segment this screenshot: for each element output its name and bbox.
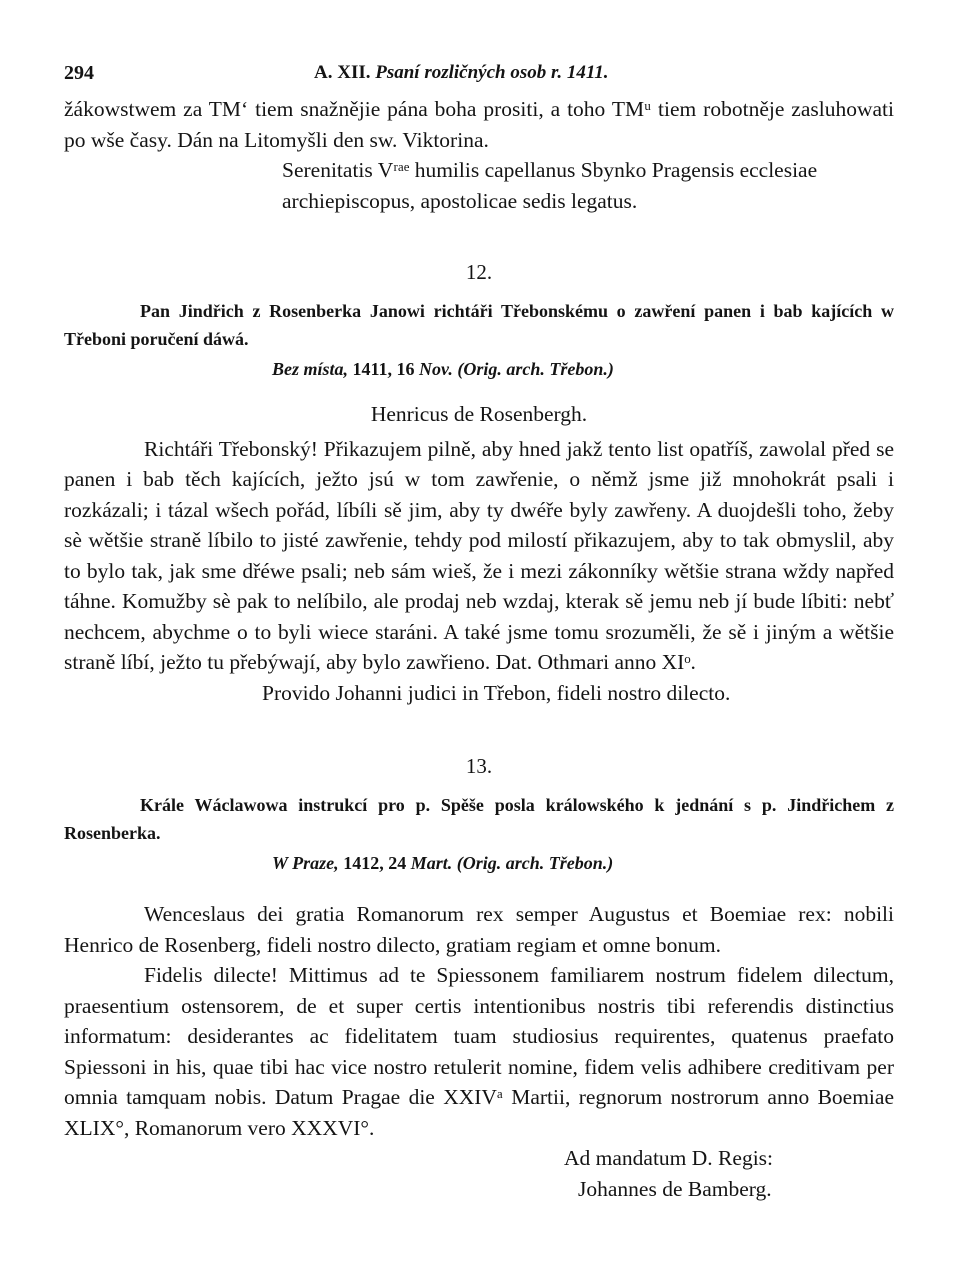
doc13-summary: Krále Wáclawowa instrukcí pro p. Spěše posla králowského k jednání s p. Jindřichem z Rosenberka. (64, 795, 894, 843)
continuation-text: žákowstwem za TMʻ tiem snažnějie pána boha prositi, a toho TMᵘ tiem robotněje zasluhowati po wše časy. Dán na Litomyšli den sw. Viktorina. (64, 97, 894, 152)
doc12-source-line (64, 355, 894, 383)
doc13-date: 1412, 24 (343, 853, 407, 873)
sbynko-signature-line-2: archiepiscopus, apostolicae sedis legatus. (282, 188, 638, 213)
header-collection-title: Psaní rozličných osob r. 1411. (375, 62, 609, 83)
running-header (64, 56, 894, 86)
doc12-archive: (Orig. arch. Třebon.) (457, 359, 614, 379)
book-page (64, 56, 894, 1204)
doc13-month: Mart. (410, 853, 453, 873)
doc12-body: Richtáři Třebonský! Přikazujem pilně, aby hned jakž tento list opatříš, zawolal před se panen i bab těch kajících, ježto jsú w tom zawřenie, o němž jsme již mnohokrát psali i rozkázali; i tázal wšech pořád, líbíli sě jim, aby ty dwéře byly zawřeny. A duojdešli toho, žeby sè wětšie straně líbilo to jisté zawřenie, tehdy pod milostí přikazujem, aby to tak obmyslil, aby to bylo tak, jak sme dřéwe psali; neb sám wieš, že i mezi zákonníky wětšie strana wždy napřed táhne. Komužby sè pak to nelíbilo, ale prodaj neb wzdaj, kterak sě jemu neb jí bude líbiti: nebť nechcem, abychme o to byli wiece staráni. A také jsme tomu srozuměli, že sě i jiným a wětšie straně líbí, ježto tu přebýwají, aby bylo zawřieno. Dat. Othmari anno XIᵒ. (64, 436, 894, 674)
doc13-mandate-line-2: Johannes de Bamberg. (578, 1176, 772, 1201)
doc12-sender: Henricus de Rosenbergh. (370, 402, 588, 426)
doc13-body: Fidelis dilecte! Mittimus ad te Spiessonem familiarem nostrum fidelem dilectum, praesentium ostensorem, de et super certis intentionibus nostris tibi referendis distinctius informatum: desiderantes ac fidelitatem tuam studiosius requirentes, quatenus praefato Spiessoni in his, quae tibi hac vice nostro retulerit nomine, fidem velis adhibere creditivam per omnia tamquam nobis. Datum Pragae die XXIVᵃ Martii, regnorum nostrorum anno Boemiae XLIX°, Romanorum vero XXXVI°. (64, 963, 894, 1140)
document-number-12: 12. (465, 260, 493, 284)
header-section: A. XII. (314, 62, 371, 83)
doc12-month: Nov. (419, 359, 453, 379)
doc12-summary: Pan Jindřich z Rosenberka Janowi richtáři Třebonskému o zawření panen i bab kajících w Třeboni poručení dáwá. (64, 301, 894, 349)
doc13-mandate-line-1: Ad mandatum D. Regis: (564, 1146, 774, 1170)
header-title (314, 62, 609, 84)
doc13-greeting: Wenceslaus dei gratia Romanorum rex semper Augustus et Boemiae rex: nobili Henrico de Rosenberg, fideli nostro dilecto, gratiam regiam et omne bonum. (64, 902, 894, 957)
doc13-archive: (Orig. arch. Třebon.) (456, 853, 614, 873)
sbynko-signature-line-1: Serenitatis Vʳᵃᵉ humilis capellanus Sbynko Pragensis ecclesiae (282, 158, 818, 182)
doc13-place: W Praze, (272, 853, 339, 873)
doc12-address: Provido Johanni judici in Třebon, fideli nostro dilecto. (262, 680, 731, 705)
doc13-source-line (64, 849, 894, 877)
document-number-13: 13. (465, 754, 493, 778)
doc12-date: 1411, 16 (352, 359, 415, 379)
doc12-place: Bez místa, (272, 359, 349, 379)
page-number: 294 (64, 62, 94, 84)
